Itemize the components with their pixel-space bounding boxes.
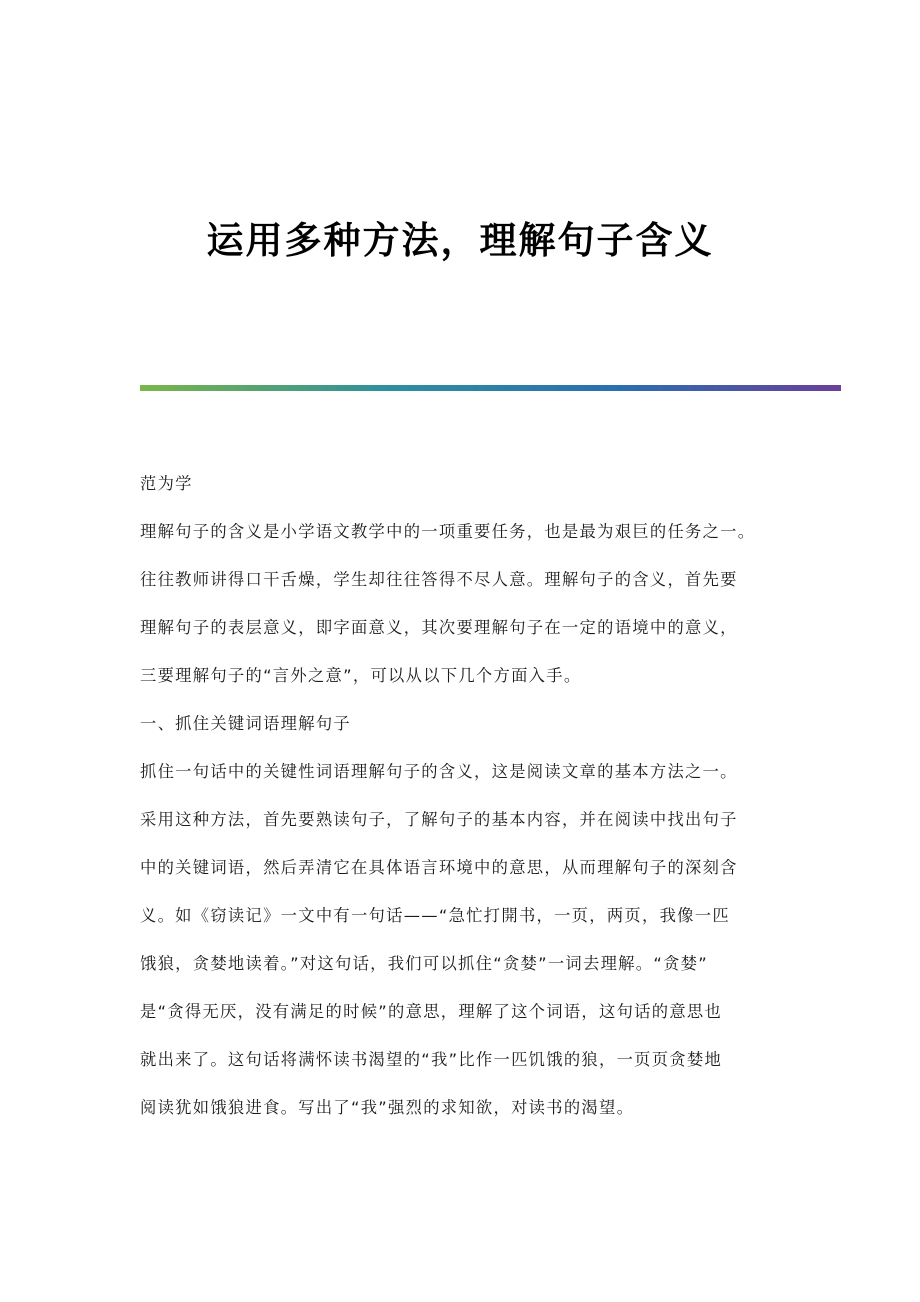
- section-line: 就出来了。这句话将满怀读书渴望的“我”比作一匹饥饿的狼，一页页贪婪地: [140, 1050, 723, 1069]
- section-line: 中的关键词语，然后弄清它在具体语言环境中的意思，从而理解句子的深刻含: [140, 858, 738, 877]
- section-line: 采用这种方法，首先要熟读句子，了解句子的基本内容，并在阅读中找出句子: [140, 810, 738, 829]
- section-line: 饿狼，贪婪地读着。”对这句话，我们可以抓住“贪婪”一词去理解。“贪婪”: [140, 954, 708, 973]
- intro-line: 理解句子的表层意义，即字面意义，其次要理解句子在一定的语境中的意义，: [140, 618, 738, 637]
- section-line: 抓住一句话中的关键性词语理解句子的含义，这是阅读文章的基本方法之一。: [140, 762, 738, 781]
- section-line: 是“贪得无厌，没有满足的时候”的意思，理解了这个词语，这句话的意思也: [140, 1002, 723, 1021]
- intro-line: 理解句子的含义是小学语文教学中的一项重要任务，也是最为艰巨的任务之一。: [140, 522, 756, 541]
- section-line: 义。如《窃读记》一文中有一句话——“急忙打開书，一页，两页，我像一匹: [140, 906, 730, 925]
- author-name: 范为学: [140, 474, 193, 493]
- section-heading: 一、抓住关键词语理解句子: [140, 714, 351, 733]
- document-title: 运用多种方法，理解句子含义: [206, 218, 714, 262]
- section-paragraph: [140, 756, 800, 1124]
- intro-line: 往往教师讲得口干舌燥，学生却往往答得不尽人意。理解句子的含义，首先要: [140, 570, 738, 589]
- author-block: [140, 468, 800, 500]
- intro-line: 三要理解句子的“言外之意”，可以从以下几个方面入手。: [140, 666, 582, 685]
- section-line: 阅读犹如饿狼进食。写出了“我”强烈的求知欲，对读书的渴望。: [140, 1098, 635, 1117]
- title-gradient-rule: [140, 385, 841, 391]
- intro-paragraph: [140, 516, 800, 692]
- section-heading-block: [140, 708, 800, 740]
- document-body: [140, 468, 800, 1140]
